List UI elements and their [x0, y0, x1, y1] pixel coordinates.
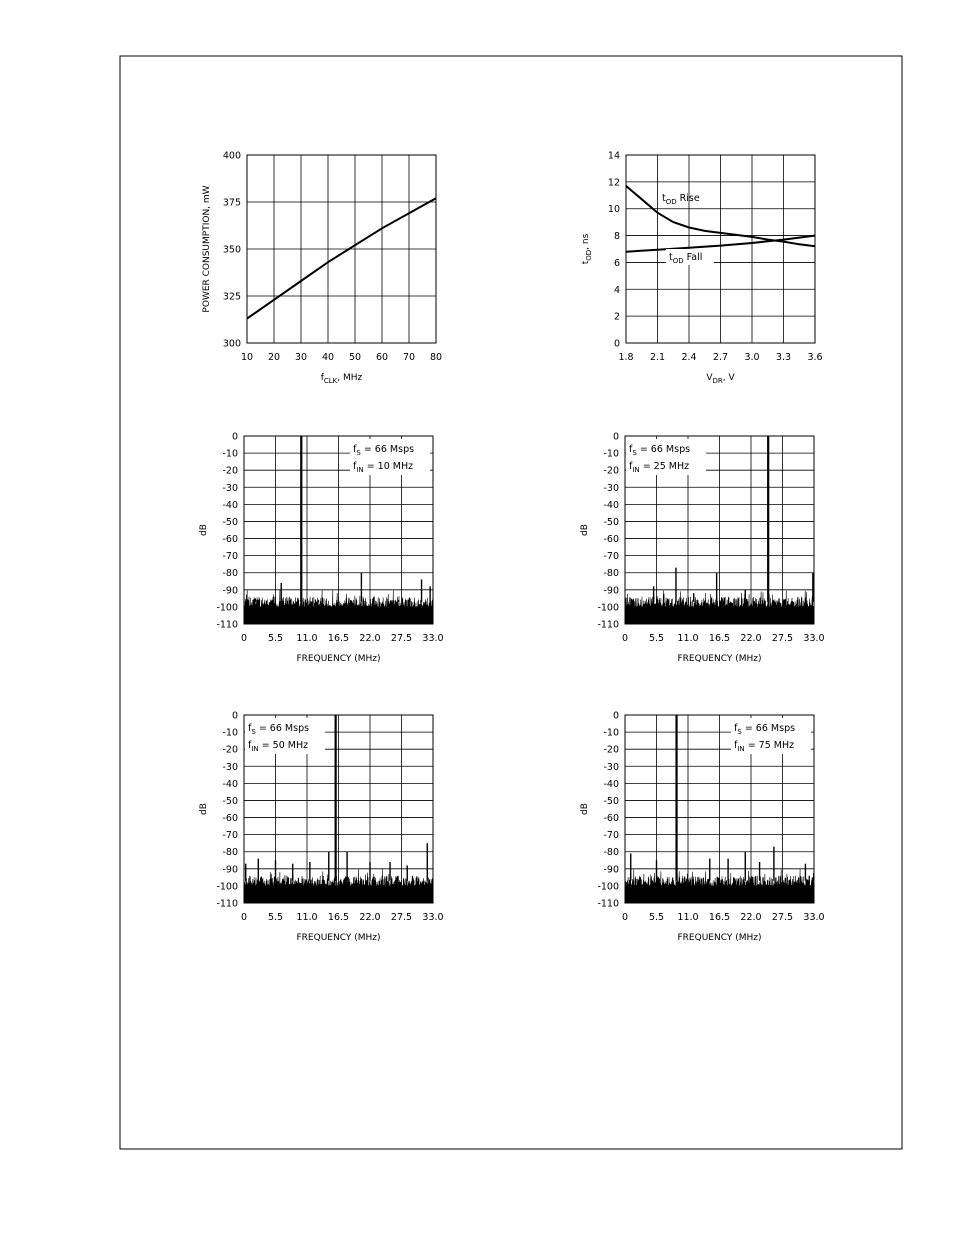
- y-tick-label: 0: [613, 338, 620, 350]
- x-tick-label: 70: [402, 352, 416, 363]
- x-axis-label-main: V: [706, 373, 713, 383]
- annotation-line-1-rest: = 66 Msps: [741, 723, 796, 734]
- x-tick-label: 33.0: [803, 633, 825, 644]
- series-label-fall-sub: OD: [672, 257, 684, 265]
- annotation-line-2-rest: = 50 MHz: [258, 740, 309, 751]
- chart-2: [581, 151, 823, 386]
- series-label-rise-main: t: [662, 193, 666, 204]
- x-tick-label: 27.5: [771, 912, 794, 923]
- x-tick-label: 2.1: [649, 352, 666, 363]
- chart-4: [580, 432, 825, 665]
- y-axis-label-sub: OD: [585, 249, 593, 261]
- x-axis-label-sub: CLK: [323, 377, 338, 385]
- x-tick-label: 0: [240, 912, 248, 923]
- y-tick-label: -30: [603, 761, 619, 773]
- annotation-line-2-main: f: [248, 740, 252, 751]
- y-tick-label: -10: [603, 448, 619, 460]
- y-tick-label: -100: [597, 881, 619, 893]
- y-tick-label: -20: [222, 744, 238, 756]
- x-tick-label: 2.4: [681, 352, 697, 363]
- annotation-line-2-main: f: [629, 461, 633, 472]
- x-tick-label: 5.5: [648, 633, 665, 644]
- y-tick-label: -80: [222, 568, 238, 580]
- noise-floor-base: [625, 612, 814, 624]
- x-tick-label: 11.0: [677, 912, 699, 923]
- y-tick-label: -50: [603, 516, 619, 528]
- y-tick-label: -100: [216, 881, 238, 893]
- x-axis-label-rest: , MHz: [337, 373, 363, 383]
- chart-3: [199, 432, 444, 665]
- y-tick-label: -40: [222, 778, 238, 790]
- x-tick-label: 3.6: [807, 352, 823, 363]
- y-tick-label: -50: [222, 795, 238, 807]
- y-axis-label: dB: [580, 524, 590, 536]
- x-axis-label: FREQUENCY (MHz): [677, 654, 762, 664]
- annotation-line-2-rest: = 25 MHz: [639, 461, 690, 472]
- chart-5: [199, 711, 444, 944]
- annotation-line-2-main: f: [734, 740, 738, 751]
- x-tick-label: 16.5: [327, 633, 350, 644]
- y-tick-label: -20: [603, 744, 619, 756]
- y-axis-label: POWER CONSUMPTION, mW: [202, 185, 212, 313]
- y-tick-label: 0: [612, 431, 619, 443]
- chart-1: [202, 151, 442, 386]
- y-tick-label: -30: [603, 482, 619, 494]
- series-label-rise: [662, 193, 700, 206]
- x-tick-label: 5.5: [648, 912, 665, 923]
- y-tick-label: -60: [603, 813, 619, 825]
- y-tick-label: -90: [222, 864, 238, 876]
- x-tick-label: 30: [294, 352, 308, 363]
- y-tick-label: -40: [603, 778, 619, 790]
- y-tick-label: 400: [222, 150, 241, 162]
- annotation-line-1-main: f: [353, 444, 357, 455]
- y-tick-label: -110: [597, 619, 619, 631]
- noise-floor-base: [244, 612, 433, 624]
- x-tick-label: 22.0: [359, 912, 381, 923]
- x-tick-label: 20: [267, 352, 281, 363]
- y-axis-label-main: t: [581, 260, 591, 265]
- x-axis-label-rest: , V: [722, 373, 735, 383]
- y-tick-label: -110: [216, 619, 238, 631]
- y-tick-label: 14: [607, 150, 620, 162]
- y-tick-label: -30: [222, 761, 238, 773]
- x-axis-label: [321, 373, 363, 385]
- annotation-line-1-rest: = 66 Msps: [255, 723, 310, 734]
- y-tick-label: -90: [603, 585, 619, 597]
- x-tick-label: 27.5: [390, 912, 413, 923]
- y-tick-label: 2: [613, 311, 620, 323]
- x-axis-label: FREQUENCY (MHz): [677, 933, 762, 943]
- y-tick-label: -20: [603, 465, 619, 477]
- y-tick-label: 300: [222, 338, 241, 350]
- noise-floor-base: [625, 891, 814, 903]
- x-tick-label: 60: [375, 352, 389, 363]
- x-tick-label: 33.0: [422, 633, 444, 644]
- x-axis-label: FREQUENCY (MHz): [296, 654, 381, 664]
- x-tick-label: 5.5: [267, 633, 284, 644]
- x-tick-label: 22.0: [740, 633, 762, 644]
- y-tick-label: -50: [222, 516, 238, 528]
- y-tick-label: -60: [603, 534, 619, 546]
- x-tick-label: 0: [621, 912, 629, 923]
- series-label-fall-rest: Fall: [683, 252, 703, 263]
- annotation-line-2-sub: IN: [356, 466, 364, 474]
- annotation-line-2-sub: IN: [737, 745, 745, 753]
- y-tick-label: -60: [222, 813, 238, 825]
- annotation-line-1-main: f: [734, 723, 738, 734]
- charts-layer: [199, 151, 825, 944]
- y-tick-label: -10: [222, 727, 238, 739]
- y-tick-label: 325: [222, 291, 241, 303]
- x-tick-label: 22.0: [359, 633, 381, 644]
- y-tick-label: -70: [222, 551, 238, 563]
- y-tick-label: 6: [613, 257, 620, 269]
- y-tick-label: 350: [222, 244, 241, 256]
- x-tick-label: 16.5: [708, 912, 731, 923]
- x-axis-label: [706, 373, 735, 385]
- y-tick-label: -10: [603, 727, 619, 739]
- x-tick-label: 27.5: [390, 633, 413, 644]
- y-tick-label: -100: [216, 602, 238, 614]
- y-tick-label: 4: [613, 284, 620, 296]
- annotation-line-1-main: f: [248, 723, 252, 734]
- annotation-line-1-sub: S: [632, 449, 637, 457]
- annotation-line-1-rest: = 66 Msps: [636, 444, 691, 455]
- x-tick-label: 50: [348, 352, 362, 363]
- x-tick-label: 27.5: [771, 633, 794, 644]
- y-tick-label: -70: [222, 830, 238, 842]
- y-tick-label: 12: [607, 177, 620, 189]
- y-tick-label: -110: [597, 898, 619, 910]
- y-tick-label: -50: [603, 795, 619, 807]
- x-tick-label: 0: [240, 633, 248, 644]
- series-line-1: [247, 198, 436, 318]
- x-tick-label: 80: [429, 352, 443, 363]
- annotation-line-2-sub: IN: [632, 466, 640, 474]
- y-tick-label: -100: [597, 602, 619, 614]
- x-tick-label: 11.0: [296, 912, 318, 923]
- annotation-line-1-sub: S: [737, 728, 742, 736]
- x-tick-label: 16.5: [708, 633, 731, 644]
- series-label-rise-sub: OD: [665, 198, 677, 206]
- y-axis-label: dB: [580, 803, 590, 815]
- y-axis-label-rest: , ns: [581, 233, 591, 250]
- x-tick-label: 5.5: [267, 912, 284, 923]
- annotation-line-1-sub: S: [251, 728, 256, 736]
- y-tick-label: -80: [222, 847, 238, 859]
- y-tick-label: -80: [603, 847, 619, 859]
- y-tick-label: 375: [222, 197, 241, 209]
- y-tick-label: -110: [216, 898, 238, 910]
- x-tick-label: 22.0: [740, 912, 762, 923]
- y-tick-label: -30: [222, 482, 238, 494]
- series-label-fall-main: t: [669, 252, 673, 263]
- y-axis-label: [581, 233, 593, 264]
- x-tick-label: 33.0: [803, 912, 825, 923]
- y-tick-label: 8: [613, 231, 620, 243]
- chart-6: [580, 711, 825, 944]
- annotation-line-2-rest: = 10 MHz: [363, 461, 414, 472]
- y-axis-label: dB: [199, 524, 209, 536]
- y-tick-label: -90: [603, 864, 619, 876]
- y-tick-label: -10: [222, 448, 238, 460]
- y-axis-label: dB: [199, 803, 209, 815]
- annotation-line-1-main: f: [629, 444, 633, 455]
- annotation-line-1-rest: = 66 Msps: [360, 444, 415, 455]
- x-tick-label: 10: [240, 352, 254, 363]
- annotation-line-2-main: f: [353, 461, 357, 472]
- x-tick-label: 11.0: [296, 633, 318, 644]
- x-tick-label: 40: [321, 352, 335, 363]
- y-tick-label: -90: [222, 585, 238, 597]
- series-label-rise-rest: Rise: [676, 193, 700, 204]
- annotation-line-2-sub: IN: [251, 745, 259, 753]
- y-tick-label: -60: [222, 534, 238, 546]
- y-tick-label: -20: [222, 465, 238, 477]
- x-axis-label-sub: DR: [712, 377, 723, 385]
- y-tick-label: -80: [603, 568, 619, 580]
- y-tick-label: -70: [603, 551, 619, 563]
- x-tick-label: 1.8: [618, 352, 634, 363]
- noise-floor-base: [244, 891, 433, 903]
- x-tick-label: 3.3: [775, 352, 792, 363]
- x-tick-label: 11.0: [677, 633, 699, 644]
- y-tick-label: -40: [222, 499, 238, 511]
- annotation-line-2-rest: = 75 MHz: [744, 740, 795, 751]
- x-axis-label: FREQUENCY (MHz): [296, 933, 381, 943]
- y-tick-label: -40: [603, 499, 619, 511]
- x-tick-label: 3.0: [744, 352, 760, 363]
- x-tick-label: 33.0: [422, 912, 444, 923]
- x-tick-label: 16.5: [327, 912, 350, 923]
- y-tick-label: 0: [231, 431, 238, 443]
- y-tick-label: 10: [607, 204, 620, 216]
- y-tick-label: 0: [612, 710, 619, 722]
- y-tick-label: 0: [231, 710, 238, 722]
- x-tick-label: 0: [621, 633, 629, 644]
- annotation-line-1-sub: S: [356, 449, 361, 457]
- x-axis-label-main: f: [320, 373, 324, 383]
- x-tick-label: 2.7: [712, 352, 729, 363]
- y-tick-label: -70: [603, 830, 619, 842]
